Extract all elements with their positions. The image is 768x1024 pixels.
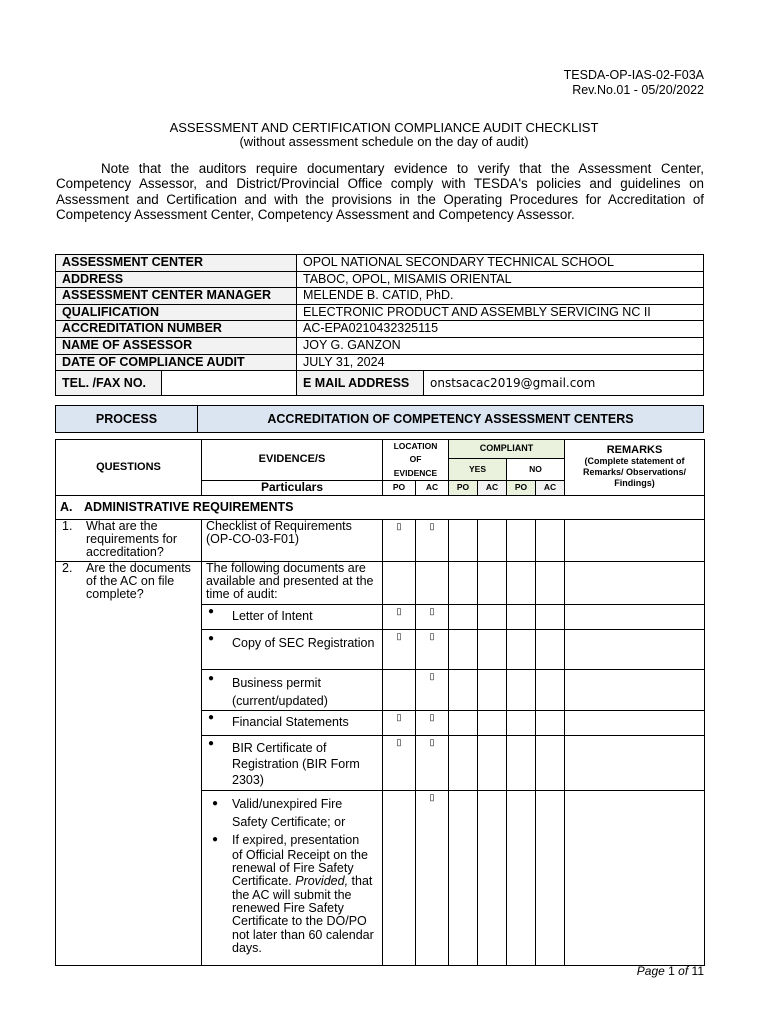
info-table	[55, 254, 704, 396]
fire-cont-2: that the AC will submit the renewed Fire Safety Certificate to the DO/PO not later than 60 calendar days.	[232, 874, 374, 955]
table-row	[56, 561, 705, 604]
doc-code: TESDA-OP-IAS-02-F03A	[563, 68, 704, 82]
qualification-label: QUALIFICATION	[56, 304, 297, 321]
info-row-qualification	[56, 304, 704, 321]
question-1-text: What are the requirements for accreditation?	[86, 518, 178, 560]
document-title: ASSESSMENT AND CERTIFICATION COMPLIANCE AUDIT CHECKLIST	[169, 120, 599, 135]
list-item: ● Financial Statements	[202, 710, 383, 735]
fire-cont-1: of Official Receipt on the renewal of Fire Safety Certificate.	[232, 847, 368, 889]
center-label: ASSESSMENT CENTER	[56, 255, 297, 272]
of-word: of	[678, 964, 689, 978]
audit-note	[56, 161, 704, 222]
question-1-evidence: Checklist of Requirements (OP-CO-03-F01)	[202, 519, 383, 561]
info-row-contact	[56, 371, 704, 396]
list-item: ● Valid/unexpired Fire Safety Certificate; or	[206, 795, 378, 831]
particulars-header: Particulars	[202, 480, 383, 495]
header-row-1	[56, 440, 705, 459]
checklist-table	[55, 439, 705, 966]
checkbox-icon[interactable]: ▯	[416, 790, 449, 965]
checkbox-icon[interactable]: ▯	[383, 735, 416, 790]
section-a	[56, 495, 705, 519]
list-item: ● BIR Certificate of Registration (BIR Form 2303)	[202, 735, 383, 790]
question-2-text: Are the documents of the AC on file complete?	[86, 560, 191, 602]
no-po-header: PO	[507, 480, 536, 495]
section-a-title: ADMINISTRATIVE REQUIREMENTS	[84, 499, 294, 514]
process-value: ACCREDITATION OF COMPETENCY ASSESSMENT CENTERS	[198, 406, 704, 433]
info-row-center	[56, 255, 704, 272]
list-item: ● Copy of SEC Registration	[202, 629, 383, 669]
yes-ac-header: AC	[478, 480, 507, 495]
location-po-header: PO	[383, 480, 416, 495]
document-reference	[564, 68, 704, 98]
assessor-value: JOY G. GANZON	[297, 337, 704, 354]
checkbox-icon[interactable]: ▯	[416, 604, 449, 629]
tel-value	[162, 371, 297, 396]
yes-header: YES	[449, 459, 507, 481]
page-number: 1	[668, 964, 675, 978]
document-title-block	[0, 121, 768, 149]
list-item: ● Letter of Intent	[202, 604, 383, 629]
question-2-num: 2.	[62, 560, 73, 575]
list-item: ● Business permit (current/updated)	[202, 669, 383, 710]
accreditation-label: ACCREDITATION NUMBER	[56, 321, 297, 338]
fire-safety-evidence	[202, 790, 383, 965]
manager-value: MELENDE B. CATID, PhD.	[297, 288, 704, 305]
yes-po-header: PO	[449, 480, 478, 495]
location-ac-header: AC	[416, 480, 449, 495]
email-value: onstsacac2019@gmail.com	[424, 371, 704, 396]
question-2	[56, 561, 202, 965]
accreditation-value: AC-EPA0210432325115	[297, 321, 704, 338]
info-row-address	[56, 271, 704, 288]
location-header: LOCATION OF EVIDENCE	[383, 440, 449, 481]
process-label: PROCESS	[56, 406, 198, 433]
table-row	[56, 519, 705, 561]
process-table	[55, 405, 704, 433]
process-row	[56, 406, 704, 433]
checkbox-icon[interactable]: ▯	[383, 629, 416, 669]
checkbox-icon[interactable]: ▯	[383, 604, 416, 629]
remarks-header	[565, 440, 705, 496]
qualification-value: ELECTRONIC PRODUCT AND ASSEMBLY SERVICING NC II	[297, 304, 704, 321]
fire-provided: Provided,	[295, 874, 349, 889]
remarks-title: REMARKS	[606, 444, 663, 457]
no-header: NO	[507, 459, 565, 481]
info-row-accreditation	[56, 321, 704, 338]
section-a-letter: A.	[60, 499, 73, 514]
questions-header: QUESTIONS	[56, 440, 202, 496]
audit-date-value: JULY 31, 2024	[297, 354, 704, 371]
remarks-subtitle: (Complete statement of Remarks/ Observations/ Findings)	[582, 456, 687, 489]
checkbox-icon[interactable]: ▯	[416, 519, 449, 561]
question-1-num: 1.	[62, 518, 73, 533]
fire-safety-continuation	[206, 849, 378, 955]
tel-label: TEL. /FAX NO.	[56, 371, 162, 396]
email-label: E MAIL ADDRESS	[297, 371, 424, 396]
checkbox-icon[interactable]: ▯	[383, 519, 416, 561]
info-row-assessor	[56, 337, 704, 354]
checkbox-icon[interactable]: ▯	[416, 629, 449, 669]
assessor-label: NAME OF ASSESSOR	[56, 337, 297, 354]
checkbox-icon[interactable]: ▯	[416, 669, 449, 710]
checkbox-icon[interactable]: ▯	[383, 710, 416, 735]
audit-date-label: DATE OF COMPLIANCE AUDIT	[56, 354, 297, 371]
page-total: 11	[691, 964, 704, 978]
question-1	[56, 519, 202, 561]
question-2-evidence: The following documents are available and presented at the time of audit:	[202, 561, 383, 604]
checkbox-icon[interactable]: ▯	[416, 735, 449, 790]
address-value: TABOC, OPOL, MISAMIS ORIENTAL	[297, 271, 704, 288]
info-row-date	[56, 354, 704, 371]
audit-note-text: Note that the auditors require documentary evidence to verify that the Assessment Center, Competency Assessor, and District/Provincial Office comply with TESDA's policies and guidelines on Assessment and Certification and with the provisions in the Operating Procedures for Accreditation of Competency Assessment Center, Competency Assessment and Competency Assessor.	[56, 161, 704, 222]
evidence-header: EVIDENCE/S	[202, 440, 383, 481]
page-footer	[637, 964, 704, 978]
page-word: Page	[636, 964, 665, 978]
document-subtitle: (without assessment schedule on the day of audit)	[239, 134, 529, 149]
checkbox-icon[interactable]: ▯	[416, 710, 449, 735]
revision: Rev.No.01 - 05/20/2022	[572, 83, 704, 97]
info-row-manager	[56, 288, 704, 305]
compliant-header: COMPLIANT	[449, 440, 565, 459]
no-ac-header: AC	[536, 480, 565, 495]
section-a-row	[56, 495, 705, 519]
address-label: ADDRESS	[56, 271, 297, 288]
manager-label: ASSESSMENT CENTER MANAGER	[56, 288, 297, 305]
center-value: OPOL NATIONAL SECONDARY TECHNICAL SCHOOL	[297, 255, 704, 272]
list-item: ● If expired, presentation	[206, 831, 378, 849]
